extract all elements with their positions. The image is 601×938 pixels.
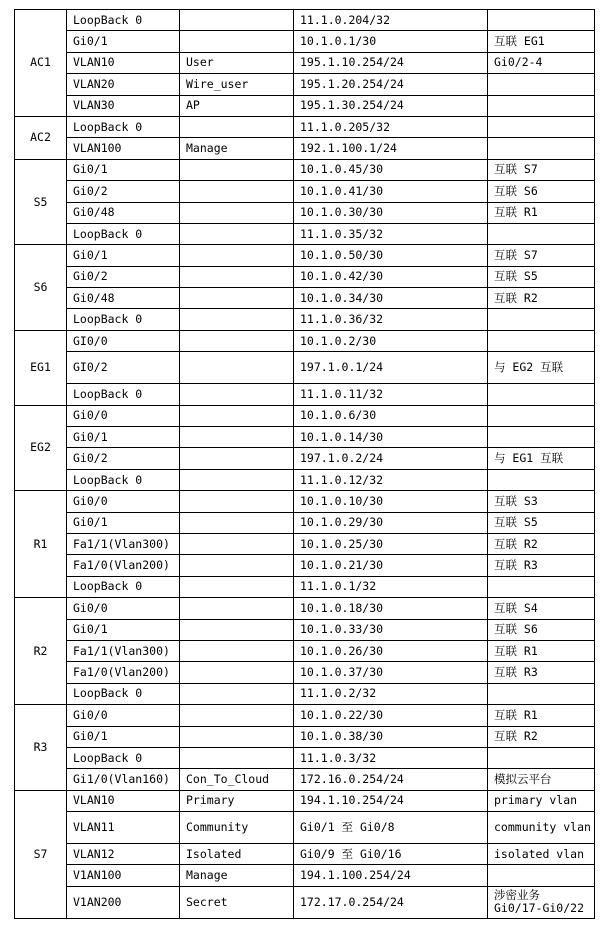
interface-cell: Gi0/2 — [67, 448, 180, 469]
description-cell — [180, 405, 294, 426]
table-row — [15, 747, 595, 768]
description-cell: Manage — [180, 138, 294, 159]
description-cell — [180, 533, 294, 554]
interface-cell: Gi0/1 — [67, 512, 180, 533]
description-cell — [180, 747, 294, 768]
note-cell: 互联 R2 — [488, 288, 595, 309]
description-cell — [180, 245, 294, 266]
description-cell: AP — [180, 95, 294, 116]
description-cell — [180, 10, 294, 31]
interface-cell: Gi0/1 — [67, 427, 180, 448]
ip-address-cell: 10.1.0.14/30 — [294, 427, 488, 448]
table-row — [15, 31, 595, 52]
ip-address-cell: 10.1.0.34/30 — [294, 288, 488, 309]
note-cell: 与 EG1 互联 — [488, 448, 595, 469]
note-cell: 互联 S5 — [488, 512, 595, 533]
ip-address-table — [14, 9, 595, 919]
note-cell — [488, 405, 595, 426]
interface-cell: VLAN11 — [67, 812, 180, 844]
description-cell: Primary — [180, 790, 294, 811]
description-cell — [180, 512, 294, 533]
table-row — [15, 683, 595, 704]
ip-address-cell: 10.1.0.33/30 — [294, 619, 488, 640]
description-cell — [180, 726, 294, 747]
note-cell: 互联 R3 — [488, 662, 595, 683]
ip-address-cell: 172.16.0.254/24 — [294, 769, 488, 790]
ip-address-cell: 172.17.0.254/24 — [294, 886, 488, 918]
ip-address-cell: 10.1.0.45/30 — [294, 159, 488, 180]
note-cell: 互联 S4 — [488, 598, 595, 619]
interface-cell: Fa1/0(Vlan200) — [67, 662, 180, 683]
device-name-cell: R3 — [15, 705, 67, 791]
ip-address-cell: 11.1.0.3/32 — [294, 747, 488, 768]
interface-cell: VLAN10 — [67, 52, 180, 73]
note-cell — [488, 384, 595, 405]
description-cell — [180, 705, 294, 726]
description-cell — [180, 384, 294, 405]
table-row — [15, 330, 595, 351]
ip-address-cell: 194.1.100.254/24 — [294, 865, 488, 886]
description-cell — [180, 309, 294, 330]
table-row — [15, 619, 595, 640]
interface-cell: VLAN12 — [67, 844, 180, 865]
description-cell: Wire_user — [180, 74, 294, 95]
table-row — [15, 865, 595, 886]
description-cell — [180, 31, 294, 52]
description-cell — [180, 683, 294, 704]
interface-cell: VLAN100 — [67, 138, 180, 159]
device-name-cell: S5 — [15, 159, 67, 245]
ip-address-cell: 10.1.0.50/30 — [294, 245, 488, 266]
table-row — [15, 812, 595, 844]
note-cell: 互联 S7 — [488, 159, 595, 180]
ip-address-cell: 10.1.0.22/30 — [294, 705, 488, 726]
ip-address-cell: 11.1.0.1/32 — [294, 576, 488, 597]
interface-cell: Gi0/1 — [67, 159, 180, 180]
interface-cell: LoopBack 0 — [67, 683, 180, 704]
interface-cell: VLAN20 — [67, 74, 180, 95]
interface-cell: Gi0/1 — [67, 619, 180, 640]
interface-cell: LoopBack 0 — [67, 116, 180, 137]
description-cell: Isolated — [180, 844, 294, 865]
table-row — [15, 266, 595, 287]
interface-cell: GI0/0 — [67, 330, 180, 351]
description-cell: User — [180, 52, 294, 73]
ip-address-cell: 10.1.0.30/30 — [294, 202, 488, 223]
interface-cell: V1AN100 — [67, 865, 180, 886]
ip-address-cell: 11.1.0.205/32 — [294, 116, 488, 137]
ip-address-cell: 10.1.0.41/30 — [294, 181, 488, 202]
ip-table-body — [15, 10, 595, 919]
interface-cell: Gi0/48 — [67, 202, 180, 223]
description-cell — [180, 288, 294, 309]
ip-address-cell: 10.1.0.10/30 — [294, 491, 488, 512]
description-cell — [180, 159, 294, 180]
interface-cell: Gi0/1 — [67, 726, 180, 747]
note-cell — [488, 116, 595, 137]
note-cell: 涉密业务 Gi0/17-Gi0/22 — [488, 886, 595, 918]
device-name-cell: R1 — [15, 491, 67, 598]
description-cell — [180, 576, 294, 597]
table-row — [15, 10, 595, 31]
interface-cell: Gi0/0 — [67, 705, 180, 726]
ip-address-cell: 10.1.0.6/30 — [294, 405, 488, 426]
ip-address-cell: 197.1.0.2/24 — [294, 448, 488, 469]
interface-cell: Fa1/0(Vlan200) — [67, 555, 180, 576]
table-row — [15, 790, 595, 811]
table-row — [15, 352, 595, 384]
note-cell — [488, 95, 595, 116]
note-cell — [488, 138, 595, 159]
ip-address-cell: 10.1.0.25/30 — [294, 533, 488, 554]
table-row — [15, 95, 595, 116]
device-name-cell: EG2 — [15, 405, 67, 491]
description-cell: Secret — [180, 886, 294, 918]
note-cell — [488, 469, 595, 490]
ip-address-cell: 11.1.0.36/32 — [294, 309, 488, 330]
ip-address-cell: 10.1.0.42/30 — [294, 266, 488, 287]
interface-cell: Gi0/0 — [67, 405, 180, 426]
note-cell: isolated vlan — [488, 844, 595, 865]
note-cell: 互联 S7 — [488, 245, 595, 266]
description-cell — [180, 640, 294, 661]
ip-address-cell: 192.1.100.1/24 — [294, 138, 488, 159]
table-row — [15, 576, 595, 597]
note-cell: 互联 R1 — [488, 705, 595, 726]
note-cell — [488, 683, 595, 704]
note-cell: 互联 R2 — [488, 726, 595, 747]
note-cell: primary vlan — [488, 790, 595, 811]
ip-address-cell: 11.1.0.35/32 — [294, 223, 488, 244]
note-cell: 互联 R3 — [488, 555, 595, 576]
ip-address-cell: 10.1.0.21/30 — [294, 555, 488, 576]
description-cell — [180, 223, 294, 244]
table-row — [15, 726, 595, 747]
ip-address-cell: 11.1.0.2/32 — [294, 683, 488, 704]
description-cell — [180, 555, 294, 576]
note-cell — [488, 10, 595, 31]
description-cell: Community — [180, 812, 294, 844]
note-cell: 互联 S6 — [488, 619, 595, 640]
ip-address-cell: 11.1.0.11/32 — [294, 384, 488, 405]
description-cell — [180, 116, 294, 137]
interface-cell: Gi0/1 — [67, 245, 180, 266]
ip-address-cell: 11.1.0.204/32 — [294, 10, 488, 31]
table-row — [15, 512, 595, 533]
table-row — [15, 52, 595, 73]
interface-cell: Fa1/1(Vlan300) — [67, 640, 180, 661]
description-cell — [180, 598, 294, 619]
note-cell — [488, 427, 595, 448]
table-row — [15, 555, 595, 576]
table-row — [15, 640, 595, 661]
ip-address-cell: 195.1.10.254/24 — [294, 52, 488, 73]
note-cell: Gi0/2-4 — [488, 52, 595, 73]
device-name-cell: AC1 — [15, 10, 67, 117]
interface-cell: LoopBack 0 — [67, 309, 180, 330]
note-cell: 互联 R1 — [488, 640, 595, 661]
note-cell — [488, 309, 595, 330]
description-cell: Con_To_Cloud — [180, 769, 294, 790]
interface-cell: Gi1/0(Vlan160) — [67, 769, 180, 790]
table-row — [15, 469, 595, 490]
note-cell — [488, 747, 595, 768]
description-cell — [180, 469, 294, 490]
ip-address-cell: 11.1.0.12/32 — [294, 469, 488, 490]
interface-cell: Gi0/2 — [67, 266, 180, 287]
description-cell — [180, 619, 294, 640]
interface-cell: Gi0/0 — [67, 491, 180, 512]
table-row — [15, 288, 595, 309]
table-row — [15, 384, 595, 405]
ip-address-cell: 195.1.30.254/24 — [294, 95, 488, 116]
note-cell: 互联 S6 — [488, 181, 595, 202]
table-row — [15, 427, 595, 448]
table-row — [15, 309, 595, 330]
table-row — [15, 886, 595, 918]
note-cell — [488, 74, 595, 95]
ip-address-cell: 10.1.0.26/30 — [294, 640, 488, 661]
interface-cell: Gi0/2 — [67, 181, 180, 202]
note-cell — [488, 576, 595, 597]
ip-address-cell: 10.1.0.37/30 — [294, 662, 488, 683]
ip-address-cell: 10.1.0.29/30 — [294, 512, 488, 533]
table-row — [15, 662, 595, 683]
interface-cell: Gi0/48 — [67, 288, 180, 309]
description-cell — [180, 448, 294, 469]
description-cell — [180, 662, 294, 683]
ip-address-cell: 10.1.0.2/30 — [294, 330, 488, 351]
note-cell: 互联 EG1 — [488, 31, 595, 52]
table-row — [15, 74, 595, 95]
note-cell: 互联 R1 — [488, 202, 595, 223]
note-cell — [488, 330, 595, 351]
table-row — [15, 533, 595, 554]
note-cell: 互联 R2 — [488, 533, 595, 554]
note-cell: 模拟云平台 — [488, 769, 595, 790]
interface-cell: V1AN200 — [67, 886, 180, 918]
note-cell — [488, 223, 595, 244]
interface-cell: LoopBack 0 — [67, 469, 180, 490]
interface-cell: LoopBack 0 — [67, 10, 180, 31]
note-cell — [488, 865, 595, 886]
ip-address-cell: 195.1.20.254/24 — [294, 74, 488, 95]
description-cell — [180, 427, 294, 448]
description-cell — [180, 352, 294, 384]
note-cell: 与 EG2 互联 — [488, 352, 595, 384]
table-row — [15, 159, 595, 180]
note-cell: 互联 S3 — [488, 491, 595, 512]
interface-cell: LoopBack 0 — [67, 576, 180, 597]
ip-address-cell: Gi0/9 至 Gi0/16 — [294, 844, 488, 865]
table-row — [15, 202, 595, 223]
ip-address-cell: 10.1.0.18/30 — [294, 598, 488, 619]
note-cell: community vlan — [488, 812, 595, 844]
table-row — [15, 448, 595, 469]
device-name-cell: R2 — [15, 598, 67, 705]
note-cell: 互联 S5 — [488, 266, 595, 287]
ip-address-cell: 194.1.10.254/24 — [294, 790, 488, 811]
table-row — [15, 844, 595, 865]
device-name-cell: EG1 — [15, 330, 67, 405]
interface-cell: LoopBack 0 — [67, 384, 180, 405]
interface-cell: VLAN30 — [67, 95, 180, 116]
description-cell — [180, 266, 294, 287]
description-cell — [180, 202, 294, 223]
table-row — [15, 138, 595, 159]
ip-address-cell: Gi0/1 至 Gi0/8 — [294, 812, 488, 844]
table-row — [15, 223, 595, 244]
table-row — [15, 705, 595, 726]
device-name-cell: S7 — [15, 790, 67, 918]
device-name-cell: AC2 — [15, 116, 67, 159]
interface-cell: VLAN10 — [67, 790, 180, 811]
description-cell — [180, 181, 294, 202]
description-cell — [180, 491, 294, 512]
table-row — [15, 769, 595, 790]
table-row — [15, 405, 595, 426]
description-cell — [180, 330, 294, 351]
ip-address-cell: 197.1.0.1/24 — [294, 352, 488, 384]
interface-cell: Gi0/1 — [67, 31, 180, 52]
description-cell: Manage — [180, 865, 294, 886]
ip-address-cell: 10.1.0.1/30 — [294, 31, 488, 52]
device-name-cell: S6 — [15, 245, 67, 331]
interface-cell: Fa1/1(Vlan300) — [67, 533, 180, 554]
table-row — [15, 181, 595, 202]
interface-cell: GI0/2 — [67, 352, 180, 384]
interface-cell: LoopBack 0 — [67, 223, 180, 244]
interface-cell: LoopBack 0 — [67, 747, 180, 768]
table-row — [15, 116, 595, 137]
table-row — [15, 491, 595, 512]
ip-address-cell: 10.1.0.38/30 — [294, 726, 488, 747]
interface-cell: Gi0/0 — [67, 598, 180, 619]
table-row — [15, 245, 595, 266]
table-row — [15, 598, 595, 619]
